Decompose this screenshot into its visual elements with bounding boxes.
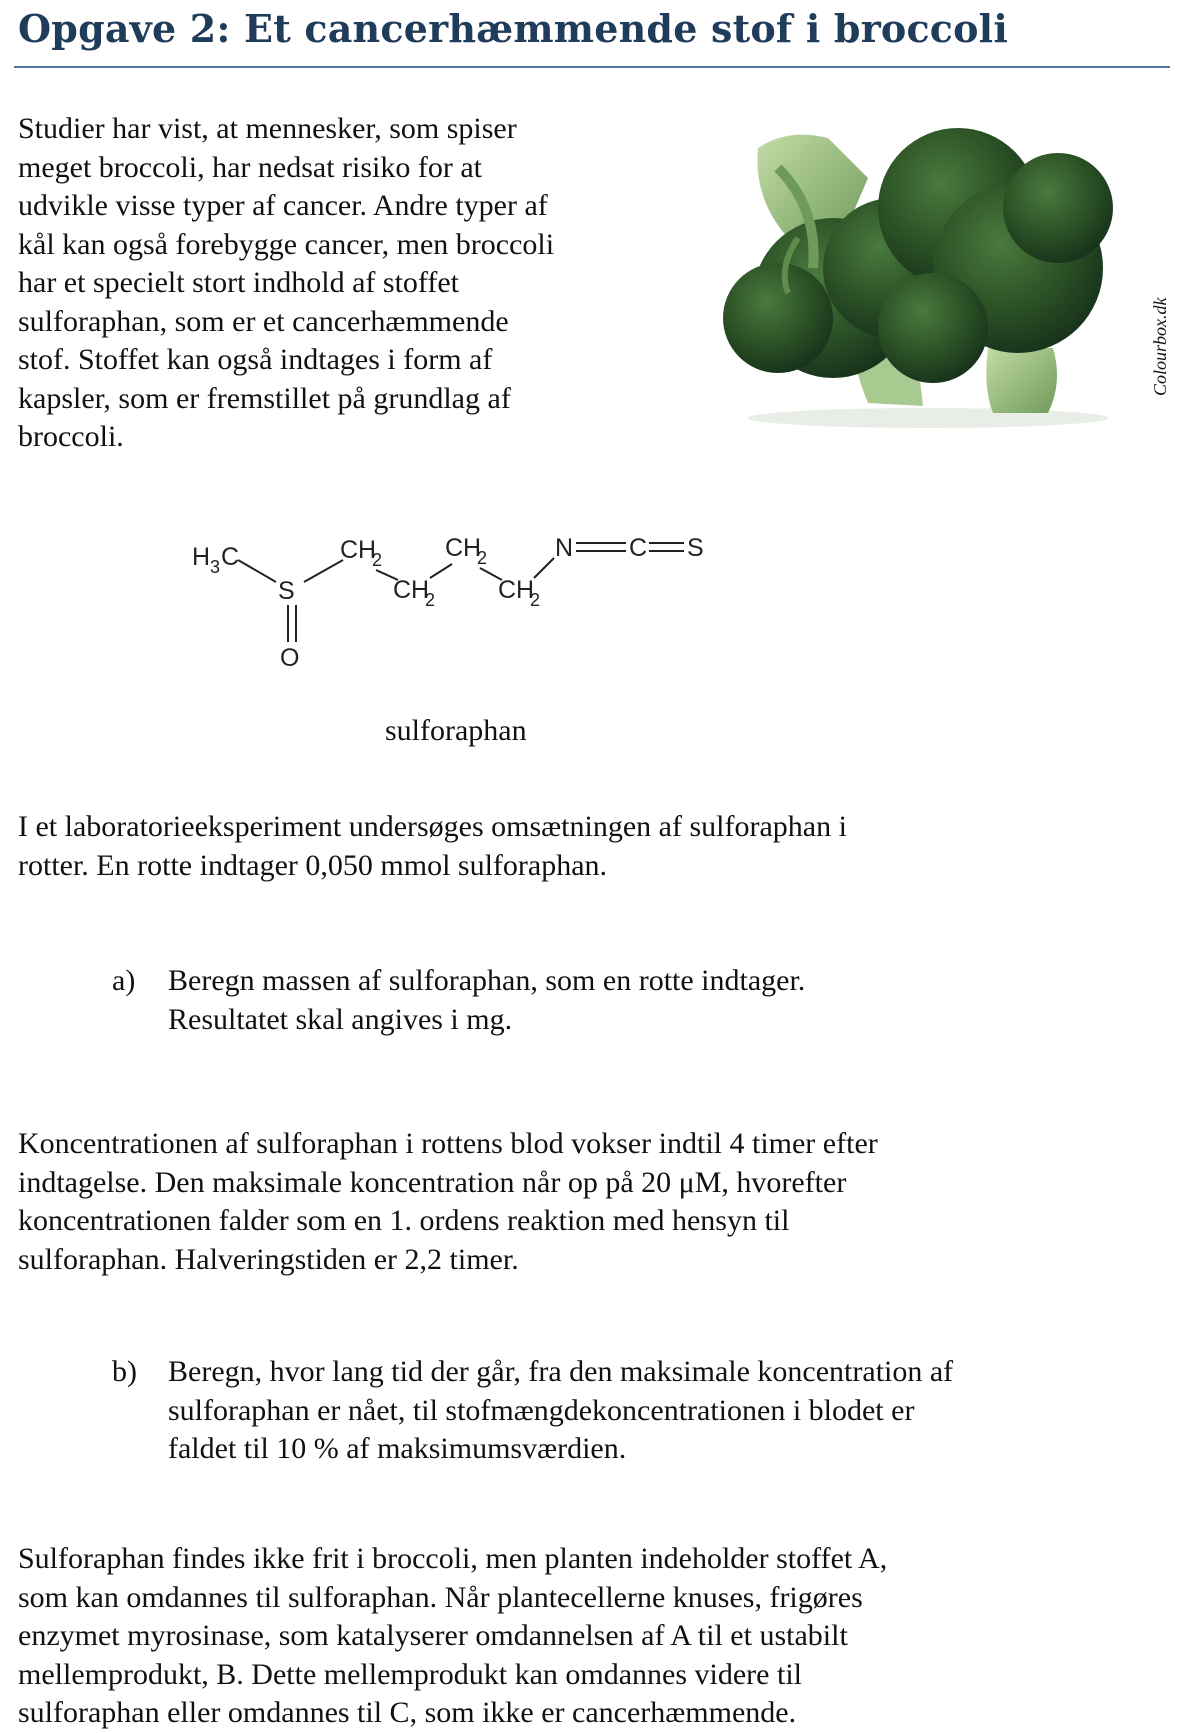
text-line: Beregn, hvor lang tid der går, fra den maksimale koncentration af — [168, 1355, 954, 1388]
bond — [304, 560, 343, 582]
atom-ch: CH — [340, 536, 377, 564]
page-title: Opgave 2: Et cancerhæmmende stof i broccoli — [18, 6, 1008, 51]
atom-ch: CH — [445, 534, 482, 562]
enzyme-paragraph — [18, 1540, 1178, 1733]
atom-h: H — [192, 543, 211, 571]
text-line: mellemprodukt, B. Dette mellemprodukt kan omdannes videre til — [18, 1657, 802, 1691]
text-line: sulforaphan. Halveringstiden er 2,2 timer. — [18, 1242, 519, 1276]
atom-s: S — [278, 577, 295, 605]
text-line: Sulforaphan findes ikke frit i broccoli, men planten indeholder stoffet A, — [18, 1542, 888, 1575]
text-line: Beregn massen af sulforaphan, som en rotte indtager. — [168, 964, 806, 997]
bond — [430, 564, 452, 578]
sulforaphan-structure — [180, 520, 740, 680]
text-line: broccoli. — [18, 420, 124, 453]
text-line: rotter. En rotte indtager 0,050 mmol sulforaphan. — [18, 848, 608, 882]
atom-c: C — [221, 543, 240, 571]
atom-subscript: 2 — [425, 590, 436, 610]
text-line: sulforaphan, som er et cancerhæmmende — [18, 304, 509, 338]
text-line: indtagelse. Den maksimale koncentration når op på 20 μM, hvorefter — [18, 1165, 847, 1199]
text-line: sulforaphan er nået, til stofmængdekoncentrationen i blodet er — [168, 1393, 915, 1427]
bond — [238, 560, 276, 582]
text-line: koncentrationen falder som en 1. ordens reaktion med hensyn til — [18, 1204, 790, 1237]
text-line: som kan omdannes til sulforaphan. Når plantecellerne knuses, frigøres — [18, 1580, 863, 1614]
text-line: meget broccoli, har nedsat risiko for at — [18, 150, 483, 184]
text-line: udvikle visse typer af cancer. Andre typer af — [18, 189, 548, 222]
text-line: I et laboratorieeksperiment undersøges omsætningen af sulforaphan i — [18, 810, 847, 843]
text-line: faldet til 10 % af maksimumsværdien. — [168, 1432, 627, 1465]
atom-s: S — [687, 534, 704, 562]
atom-n: N — [555, 534, 574, 562]
text-line: Studier har vist, at mennesker, som spiser — [18, 112, 517, 145]
question-text — [168, 1353, 953, 1469]
bond — [534, 558, 554, 578]
question-text — [168, 962, 805, 1039]
experiment-paragraph — [18, 808, 1168, 885]
text-line: har et specielt stort indhold af stoffet — [18, 266, 459, 299]
broccoli-image — [718, 118, 1130, 430]
text-line: enzymet myrosinase, som katalyserer omdannelsen af A til et ustabilt — [18, 1619, 848, 1652]
text-line: stof. Stoffet kan også indtages i form af — [18, 343, 493, 376]
atom-o: O — [280, 644, 300, 672]
text-line: kål kan også forebygge cancer, men broccoli — [18, 227, 555, 261]
intro-paragraph — [18, 110, 688, 457]
atom-subscript: 3 — [210, 557, 221, 577]
question-label: a) — [112, 964, 136, 997]
text-line: Resultatet skal angives i mg. — [168, 1002, 513, 1036]
question-label: b) — [112, 1355, 137, 1388]
text-line: sulforaphan eller omdannes til C, som ikke er cancerhæmmende. — [18, 1696, 797, 1729]
atom-ch: CH — [393, 576, 430, 604]
text-line: Koncentrationen af sulforaphan i rottens blod vokser indtil 4 timer efter — [18, 1127, 878, 1160]
atom-c: C — [629, 534, 648, 562]
atom-ch: CH — [498, 576, 535, 604]
molecule-caption: sulforaphan — [385, 714, 527, 747]
atom-subscript: 2 — [530, 590, 541, 610]
atom-subscript: 2 — [372, 550, 383, 570]
concentration-paragraph — [18, 1125, 1178, 1279]
title-divider — [14, 66, 1170, 68]
text-line: kapsler, som er fremstillet på grundlag af — [18, 381, 511, 415]
photo-credit: Colourbox.dk — [1150, 297, 1170, 396]
atom-subscript: 2 — [477, 548, 488, 568]
